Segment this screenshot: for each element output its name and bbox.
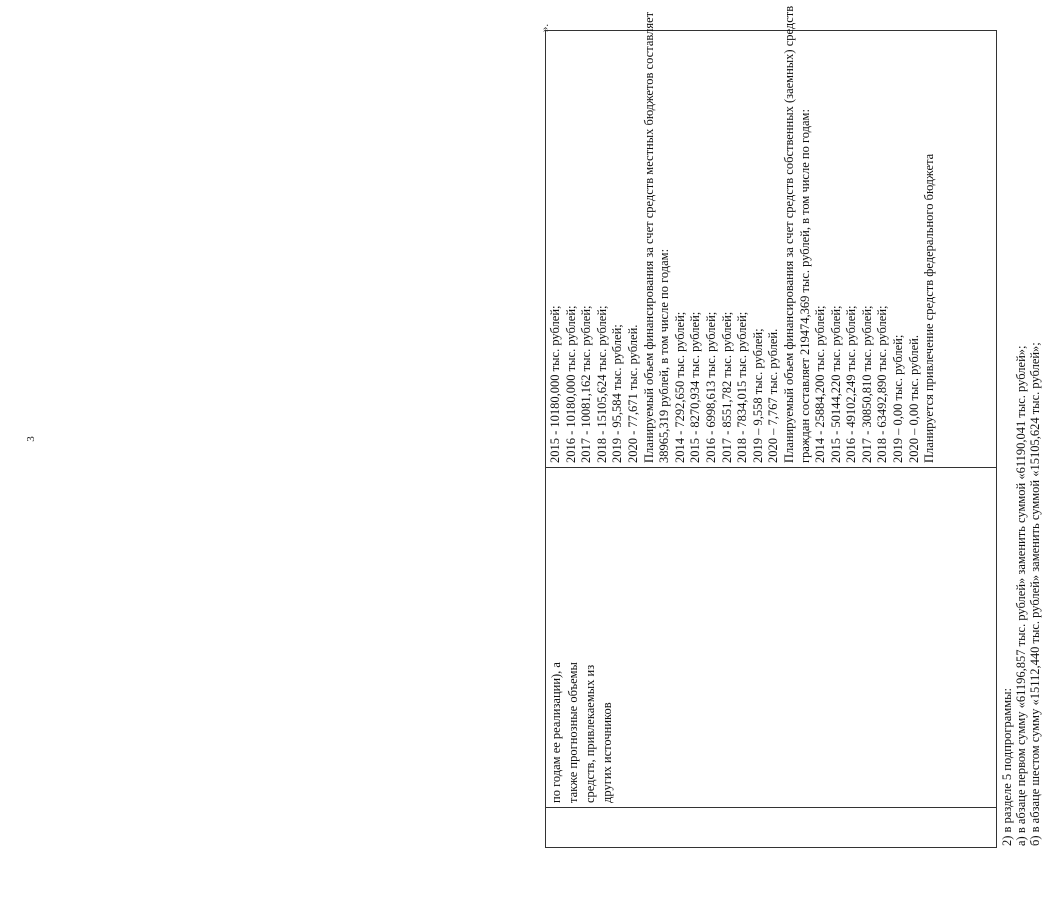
value-line: 2014 - 7292,650 тыс. рублей; xyxy=(672,311,687,463)
label-line: также прогнозные объемы xyxy=(566,662,580,803)
amendment-heading: 2) в разделе 5 подпрограммы: xyxy=(1000,687,1014,846)
value-line: Планируется привлечение средств федерального бюджета xyxy=(922,153,937,463)
value-line: Планируемый объем финансирования за счет средств местных бюджетов составляет xyxy=(641,11,656,463)
value-line: 2016 - 10180,000 тыс. рублей; xyxy=(563,305,578,463)
value-line: 38965,319 рублей, в том числе по годам: xyxy=(657,248,672,463)
value-line: 2018 - 15105,624 тыс. рублей; xyxy=(594,305,609,463)
value-line: 2017 - 8551,782 тыс. рублей; xyxy=(719,311,734,463)
value-line: 2015 - 8270,934 тыс. рублей; xyxy=(688,311,703,463)
value-line: 2015 - 50144,220 тыс. рублей; xyxy=(828,305,843,463)
value-line: 2016 - 49102,249 тыс. рублей; xyxy=(844,305,859,463)
amendment-item: б) в абзаце шестом сумму «15112,440 тыс. рублей» заменить суммой «15105,624 тыс. рублей»; xyxy=(1028,342,1042,846)
value-line: 2015 - 10180,000 тыс. рублей; xyxy=(548,305,562,463)
value-line: 2020 – 7,767 тыс. рублей. xyxy=(766,328,781,463)
table-values-cell xyxy=(546,5,1000,467)
value-line: 2019 – 0,00 тыс. рублей; xyxy=(891,334,906,463)
closing-quote-mark: ». xyxy=(539,23,551,33)
passport-table xyxy=(545,5,997,848)
value-line: Планируемый объем финансирования за счет средств собственных (заемных) средств xyxy=(781,5,796,463)
table-label-cell xyxy=(546,467,996,807)
value-line: 2016 - 6998,613 тыс. рублей; xyxy=(703,311,718,463)
amendment-item: а) в абзаце первом сумму «61196,857 тыс. рублей» заменить суммой «61190,041 тыс. рублей»; xyxy=(1014,345,1028,846)
amendments-block xyxy=(1000,26,1042,846)
value-line: 2019 – 9,558 тыс. рублей; xyxy=(750,328,765,463)
value-line: граждан составляет 219474,369 тыс. рублей, в том числе по годам: xyxy=(797,109,812,463)
value-line: 2018 - 63492,890 тыс. рублей; xyxy=(875,305,890,463)
label-line: по годам ее реализации), а xyxy=(549,662,563,803)
value-line: 2014 - 25884,200 тыс. рублей; xyxy=(813,305,828,463)
page-number: 3 xyxy=(24,436,37,442)
rotated-content xyxy=(545,5,1042,848)
value-line: 2019 - 95,584 тыс. рублей; xyxy=(610,324,625,463)
value-line: 2017 - 10081,162 тыс. рублей; xyxy=(579,305,594,463)
label-line: средств, привлекаемых из xyxy=(583,664,597,803)
label-line: других источников xyxy=(600,702,614,803)
table-stub-column xyxy=(546,807,996,847)
value-line: 2020 - 77,671 тыс. рублей. xyxy=(625,324,640,463)
value-line: 2017 - 30850,810 тыс. рублей; xyxy=(859,305,874,463)
value-line: 2020 – 0,00 тыс. рублей. xyxy=(906,335,921,463)
value-line: 2018 - 7834,015 тыс. рублей; xyxy=(735,311,750,463)
